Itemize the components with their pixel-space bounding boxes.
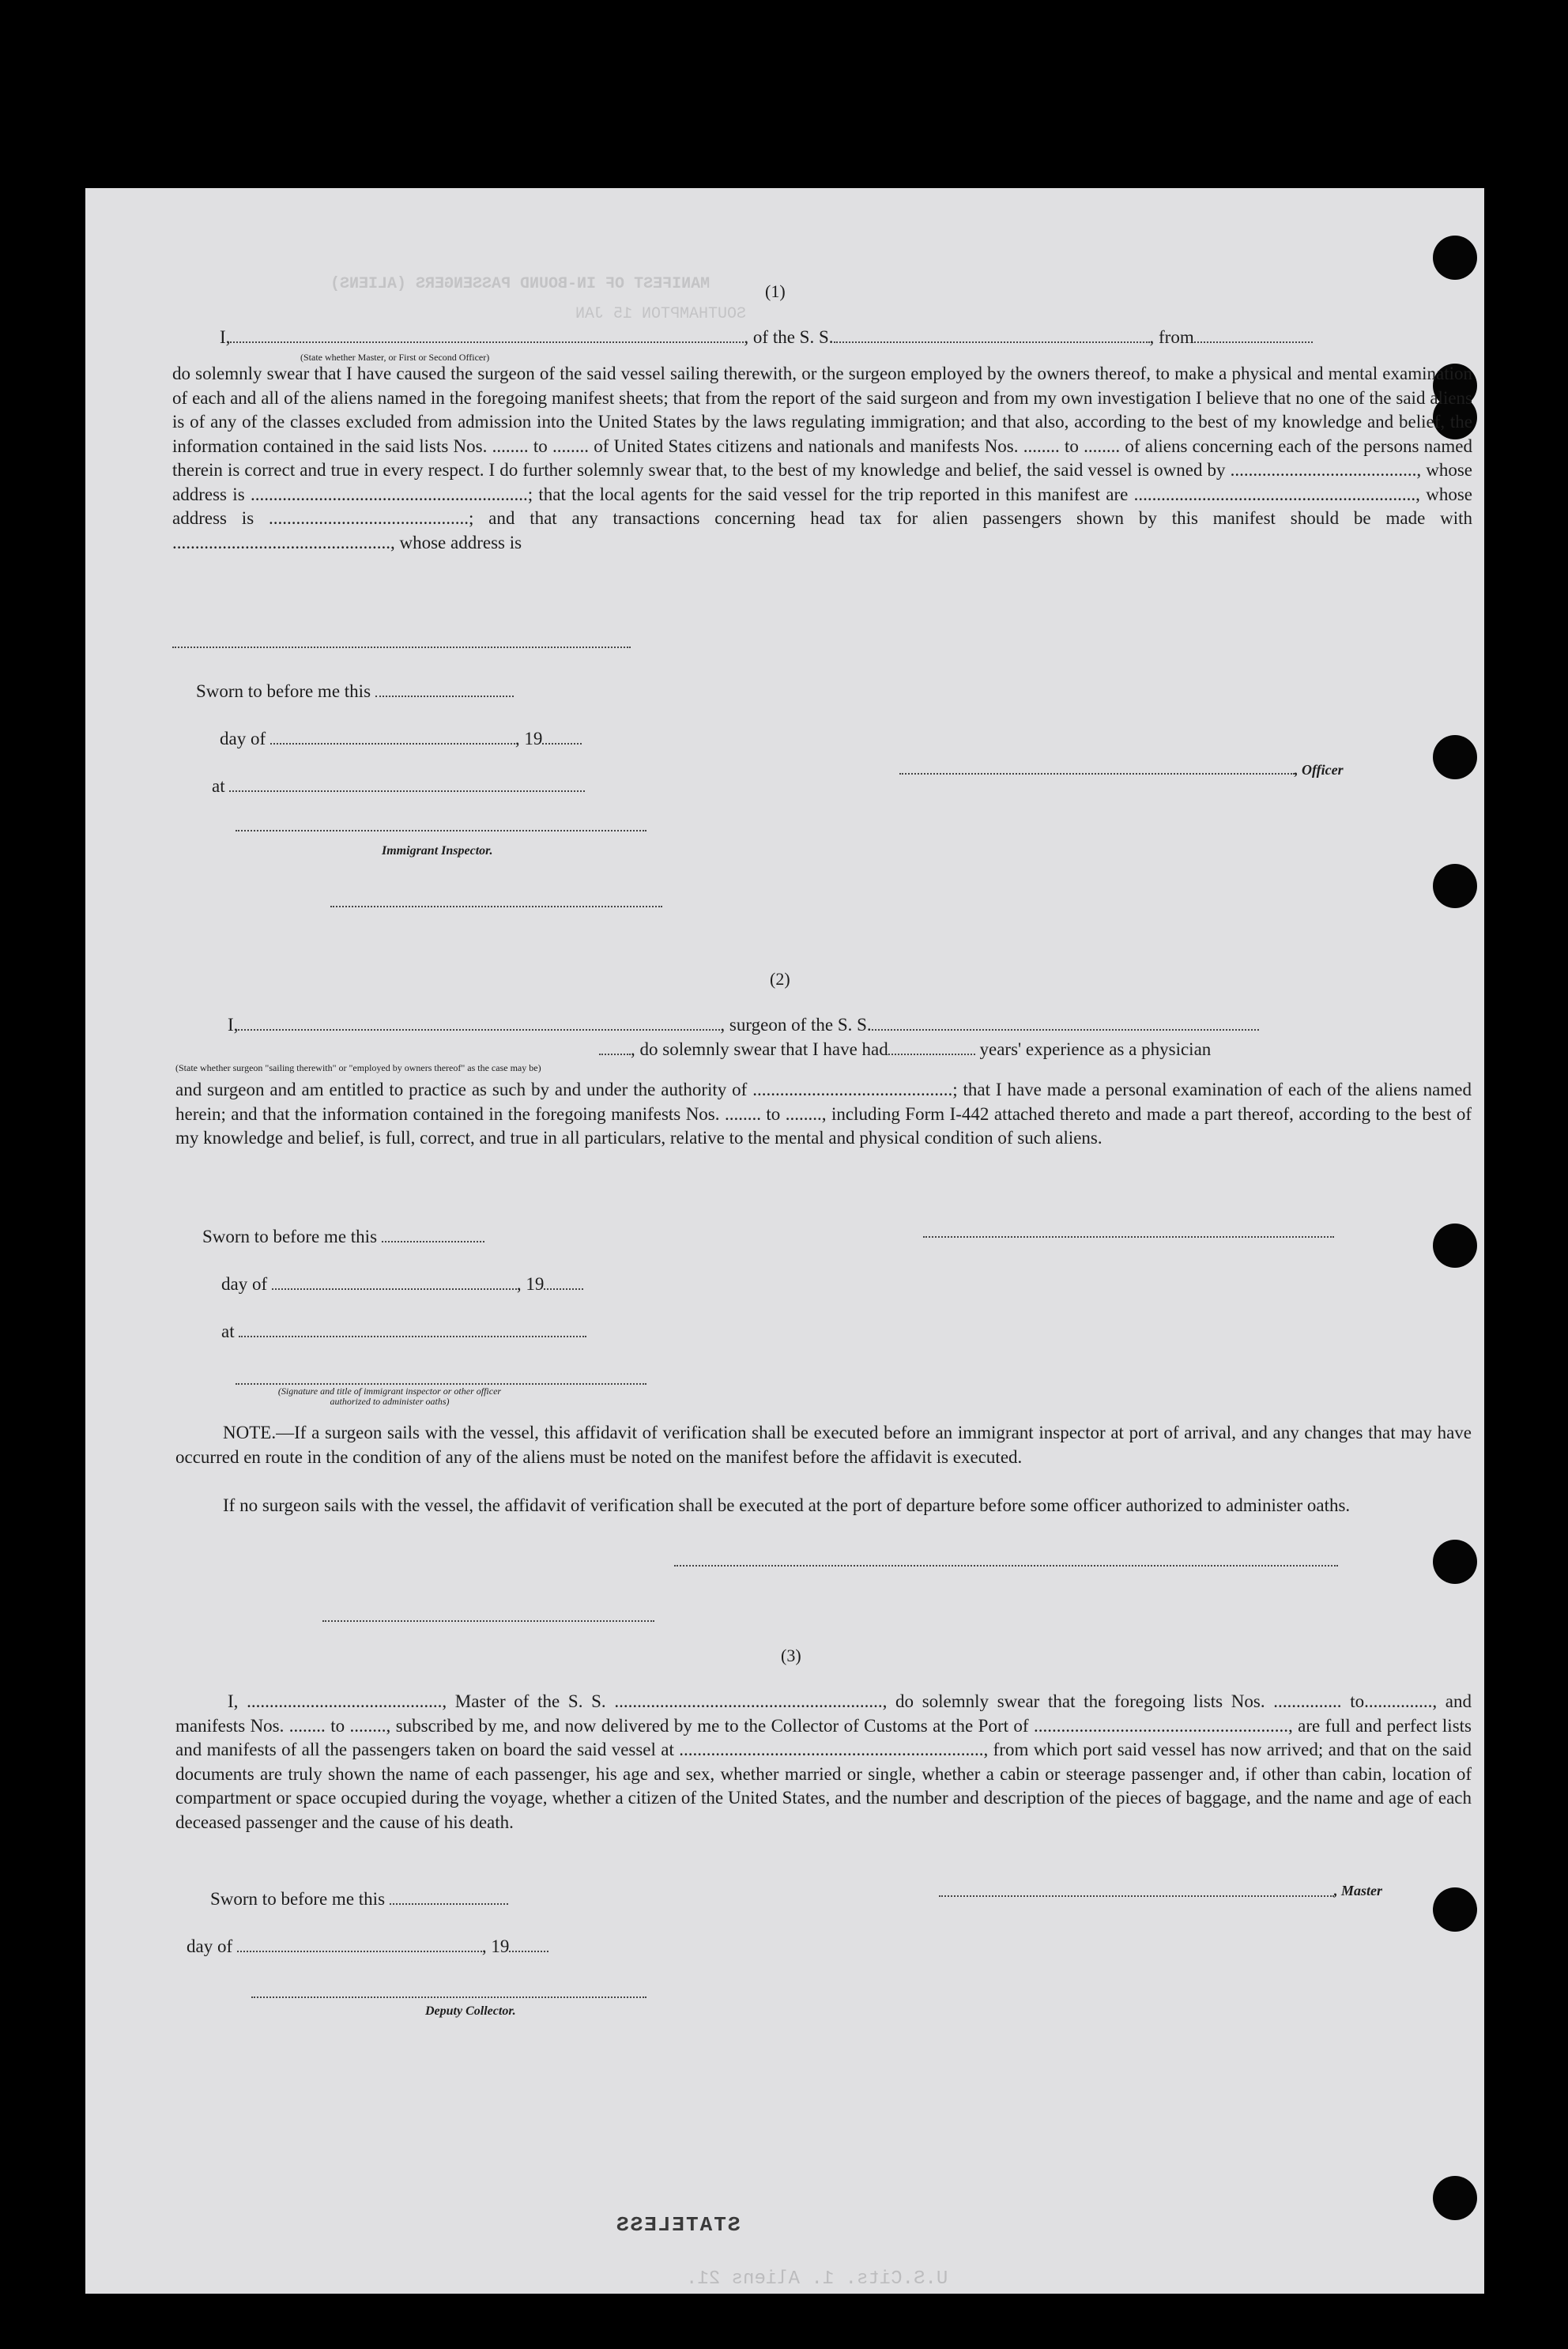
section-1-sworn bbox=[196, 681, 514, 702]
officer-label: , Officer bbox=[1295, 762, 1344, 778]
years-label: years' experience as a physician bbox=[979, 1039, 1212, 1059]
section-1-officer-note: (State whether Master, or First or Second Officer) bbox=[300, 352, 490, 363]
section-2-swear-line bbox=[599, 1039, 1211, 1060]
section-2-oath-line bbox=[228, 1015, 1259, 1035]
surgeon-of-label: , surgeon of the S. S. bbox=[720, 1015, 872, 1035]
section-3-day bbox=[187, 1936, 548, 1957]
section-3-number: (3) bbox=[781, 1646, 801, 1665]
at-label: at bbox=[212, 776, 225, 796]
section-2-body: and surgeon and am entitled to practice as such by and under the authority of ............................................; that I have made a personal examination of each of the aliens named herein; and that the information contained in the foregoing manifests Nos. ........ to ........, including Form I-442 attached thereto and made a part thereof, according to the best of my knowledge and belief, is full, correct, and true in all particulars, relative to the mental and physical condition of such aliens. bbox=[175, 1080, 1472, 1148]
oath-from-label: , from bbox=[1149, 327, 1194, 347]
bleed-footer: U.S.Cits. 1. Aliens 21. bbox=[686, 2268, 948, 2290]
collector-signature-line bbox=[251, 1996, 646, 1998]
collector-label: Deputy Collector. bbox=[425, 2004, 516, 2018]
inspector-signature-line bbox=[236, 830, 646, 831]
swear-label: , do solemnly swear that I have had bbox=[631, 1039, 888, 1059]
punch-hole bbox=[1433, 2176, 1477, 2220]
bleed-stateless: STATELESS bbox=[615, 2213, 741, 2237]
officer-signature-line bbox=[899, 773, 1295, 775]
section-2-signature-note: (Signature and title of immigrant inspector or other officer authorized to administer oaths) bbox=[277, 1386, 502, 1407]
section-2-officer-line bbox=[236, 1383, 646, 1385]
surgeon-I: I, bbox=[228, 1015, 239, 1035]
note-label: NOTE. bbox=[223, 1423, 277, 1442]
section-2-left-line bbox=[322, 1620, 654, 1622]
bleed-header-2: SOUTHAMPTON 15 JAN bbox=[575, 305, 747, 323]
punch-hole bbox=[1433, 735, 1477, 779]
section-2-note-2: If no surgeon sails with the vessel, the affidavit of verification shall be executed at the port of departure before some officer authorized to administer oaths. bbox=[223, 1495, 1351, 1515]
section-2-day bbox=[221, 1274, 583, 1295]
surgeon-signature-line bbox=[923, 1236, 1334, 1238]
punch-hole bbox=[1433, 236, 1477, 280]
master-signature-line bbox=[939, 1895, 1334, 1897]
sworn-label: Sworn to before me this bbox=[210, 1889, 386, 1909]
day-of-label: day of bbox=[221, 1274, 268, 1294]
inspector-label: Immigrant Inspector. bbox=[382, 844, 493, 858]
year-label: , 19 bbox=[481, 1936, 510, 1956]
day-of-label: day of bbox=[220, 729, 266, 748]
section-2-surgeon-note: (State whether surgeon "sailing therewith" or "employed by owners thereof" as the case may be) bbox=[175, 1062, 541, 1073]
punch-hole bbox=[1433, 1887, 1477, 1932]
oath-I: I, bbox=[220, 327, 231, 347]
section-1-body: do solemnly swear that I have caused the surgeon of the said vessel sailing therewith, or the surgeon employed by the owners thereof, to make a physical and mental examination of each and all of the aliens named in the foregoing manifest sheets; that from the report of the said surgeon and from my own investigation I believe that no one of the said aliens is of any of the classes excluded from admission into the United States by the laws regulating immigration; and that also, according to the best of my knowledge and belief, the information contained in the said lists Nos. ........ to ........ of United States citizens and nationals and manifests Nos. ........ to ........ of aliens concerning each of the persons named therein is correct and true in every respect. I do further solemnly swear that, to the best of my knowledge and belief, the said vessel is owned by ........................................., whose address is .............................................................; that the local agents for the said vessel for the trip reported in this manifest are .............................................................., whose address is ............................................; and that any transactions concerning head tax for alien passengers shown by this manifest should be made with ................................................, whose address is bbox=[172, 364, 1472, 552]
at-label: at bbox=[221, 1322, 235, 1341]
section-2-number: (2) bbox=[770, 969, 790, 989]
punch-hole bbox=[1433, 1224, 1477, 1268]
year-label: , 19 bbox=[514, 729, 543, 748]
section-1-day bbox=[220, 729, 582, 749]
section-3-body: I, ..........................................., Master of the S. S. ..........................................................., do solemnly swear that the foregoing lists Nos. ............... to..............., and manifests Nos. ........ to ........, subscribed by me, and now delivered by me to the Collector of Customs at the Port of ........................................................, are full and perfect lists and manifests of all the passengers taken on board the said vessel at ..................................................................., from which port said vessel has now arrived; and that on the said documents are truly shown the name of each passenger, his age and sex, whether married or single, whether a cabin or steerage passenger and, if other than cabin, location of compartment or space occupied during the voyage, whether a citizen of the United States, and the number and description of the pieces of baggage, and the name and age of each deceased passenger and the cause of his death. bbox=[175, 1691, 1472, 1832]
section-2-bottom-line bbox=[674, 1565, 1338, 1567]
section-1-extra-line bbox=[330, 906, 662, 907]
bleed-header: MANIFEST OF IN-BOUND PASSENGERS (ALIENS) bbox=[330, 275, 710, 293]
day-of-label: day of bbox=[187, 1936, 233, 1956]
punch-hole bbox=[1433, 864, 1477, 908]
sworn-label: Sworn to before me this bbox=[202, 1227, 378, 1246]
section-2-at bbox=[221, 1322, 586, 1342]
section-1-rule bbox=[172, 647, 631, 648]
master-label: , Master bbox=[1334, 1883, 1383, 1898]
year-label: , 19 bbox=[516, 1274, 545, 1294]
section-1-number: (1) bbox=[765, 281, 786, 301]
document-page bbox=[85, 188, 1484, 2294]
section-2-note bbox=[175, 1421, 1472, 1469]
section-1-oath-line bbox=[220, 327, 1313, 348]
punch-hole bbox=[1433, 1540, 1477, 1584]
section-2-sworn bbox=[202, 1227, 484, 1247]
sworn-label: Sworn to before me this bbox=[196, 681, 371, 701]
section-3-sworn bbox=[210, 1889, 508, 1910]
note-text: —If a surgeon sails with the vessel, this affidavit of verification shall be executed before an immigrant inspector at port of arrival, and any changes that may have occurred en route in the condition of any of the aliens must be noted on the manifest before the affidavit is executed. bbox=[175, 1423, 1472, 1467]
oath-vessel-label: , of the S. S. bbox=[744, 327, 834, 347]
section-1-at bbox=[212, 776, 585, 797]
